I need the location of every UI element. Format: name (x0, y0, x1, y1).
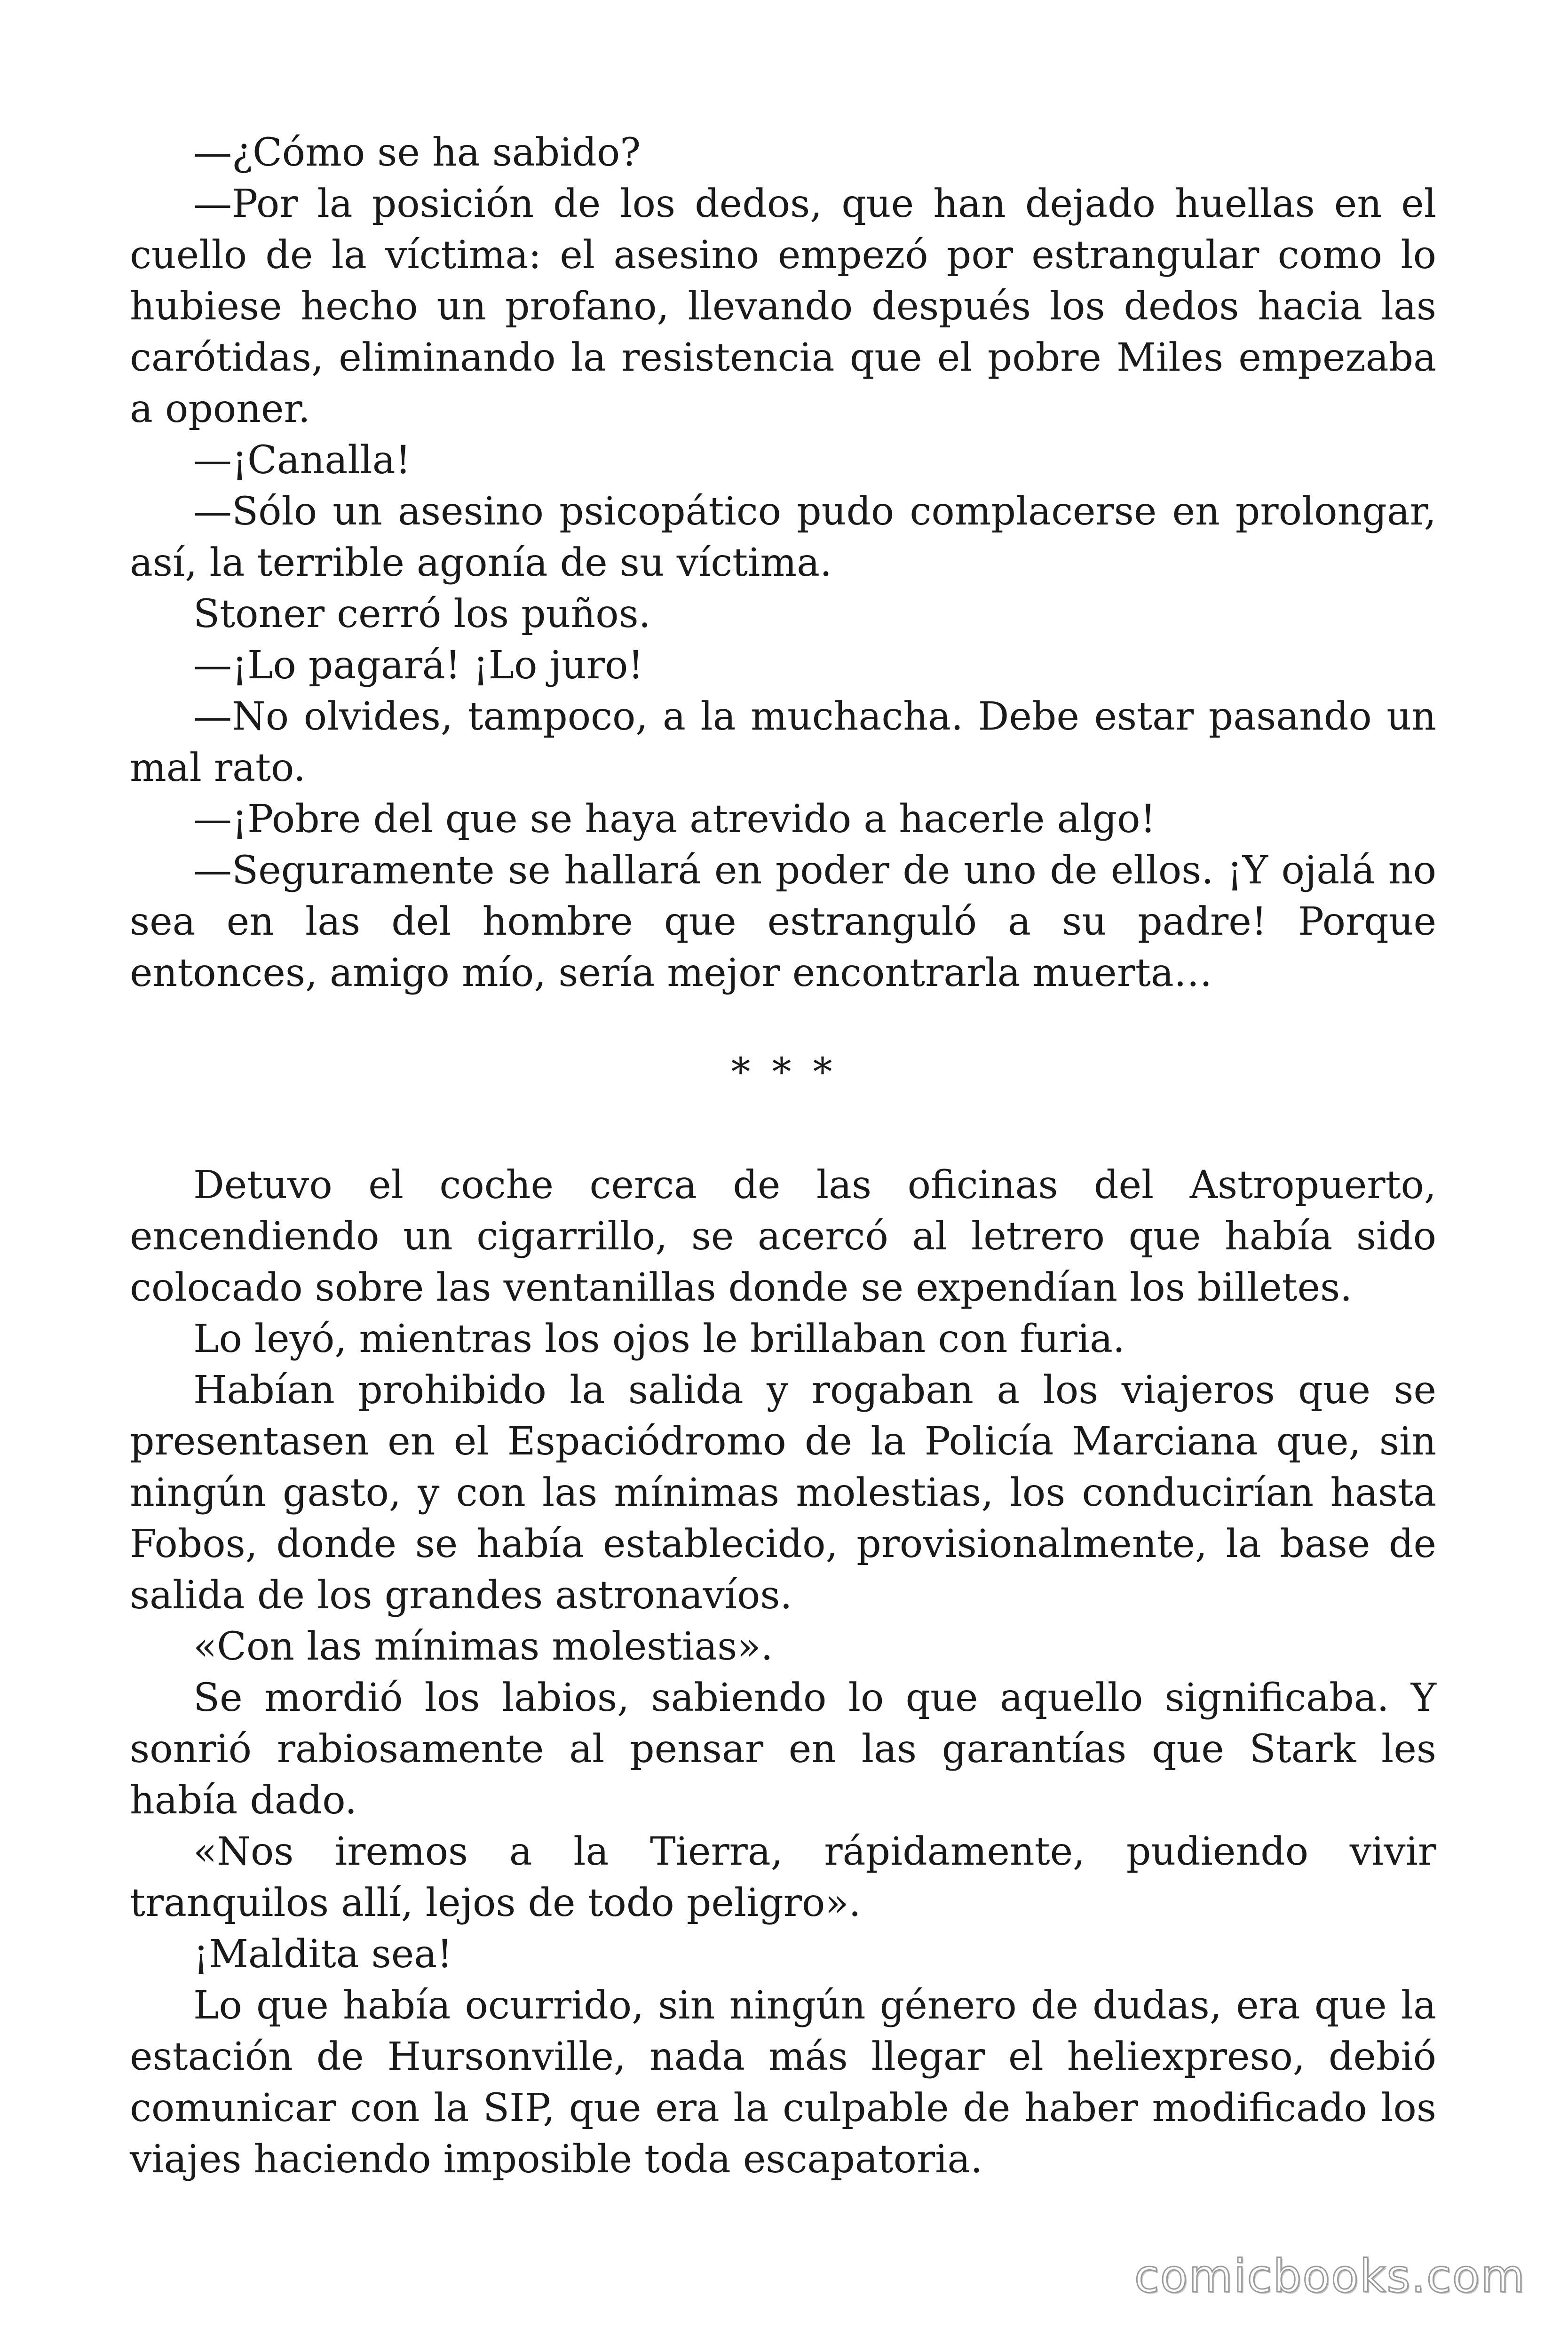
paragraph: —Seguramente se hallará en poder de uno de ellos. ¡Y ojalá no sea en las del hombre que estranguló a su padre! Porque entonces, amigo mío, sería mejor encontrarla muerta… (130, 848, 1436, 995)
text-section-1 (130, 127, 1436, 999)
paragraph: —¡Lo pagará! ¡Lo juro! (193, 643, 644, 688)
paragraph: —¡Pobre del que se haya atrevido a hacerle algo! (193, 797, 1156, 842)
paragraph: «Con las mínimas molestias». (193, 1624, 773, 1669)
paragraph: —¡Canalla! (193, 438, 411, 483)
paragraph: Detuvo el coche cerca de las oficinas del Astropuerto, encendiendo un cigarrillo, se acercó al letrero que había sido colocado sobre las ventanillas donde se expendían los billetes. (130, 1163, 1436, 1310)
paragraph: —No olvides, tampoco, a la muchacha. Debe estar pasando un mal rato. (130, 694, 1436, 790)
paragraph: Stoner cerró los puños. (193, 592, 651, 636)
paragraph: Habían prohibido la salida y rogaban a los viajeros que se presentasen en el Espaciódromo de la Policía Marciana que, sin ningún gasto, y con las mínimas molestias, los conducirían hasta Fobos, donde se había establecido, provisionalmente, la base de salida de los grandes astronavíos. (130, 1368, 1436, 1618)
paragraph: Lo que había ocurrido, sin ningún género de dudas, era que la estación de Hursonville, nada más llegar el heliexpreso, debió comunicar con la SIP, que era la culpable de haber modificado los viajes haciendo imposible toda escapatoria. (130, 1983, 1436, 2182)
watermark-logo: comicbooks.com (1134, 2250, 1526, 2303)
paragraph: ¡Maldita sea! (193, 1932, 453, 1977)
paragraph: «Nos iremos a la Tierra, rápidamente, pudiendo vivir tranquilos allí, lejos de todo peligro». (130, 1829, 1436, 1925)
paragraph: —Por la posición de los dedos, que han dejado huellas en el cuello de la víctima: el asesino empezó por estrangular como lo hubiese hecho un profano, llevando después los dedos hacia las carótidas, eliminando la resistencia que el pobre Miles empezaba a oponer. (130, 182, 1436, 431)
paragraph: —¿Cómo se ha sabido? (193, 130, 641, 175)
text-section-2 (130, 1160, 1436, 2185)
paragraph: Se mordió los labios, sabiendo lo que aquello significaba. Y sonrió rabiosamente al pensar en las garantías que Stark les había dado. (130, 1676, 1436, 1823)
paragraph: Lo leyó, mientras los ojos le brillaban con furia. (193, 1317, 1125, 1361)
paragraph: —Sólo un asesino psicopático pudo complacerse en prolongar, así, la terrible agonía de su víctima. (130, 489, 1436, 585)
section-separator: * * * (731, 1050, 837, 1095)
